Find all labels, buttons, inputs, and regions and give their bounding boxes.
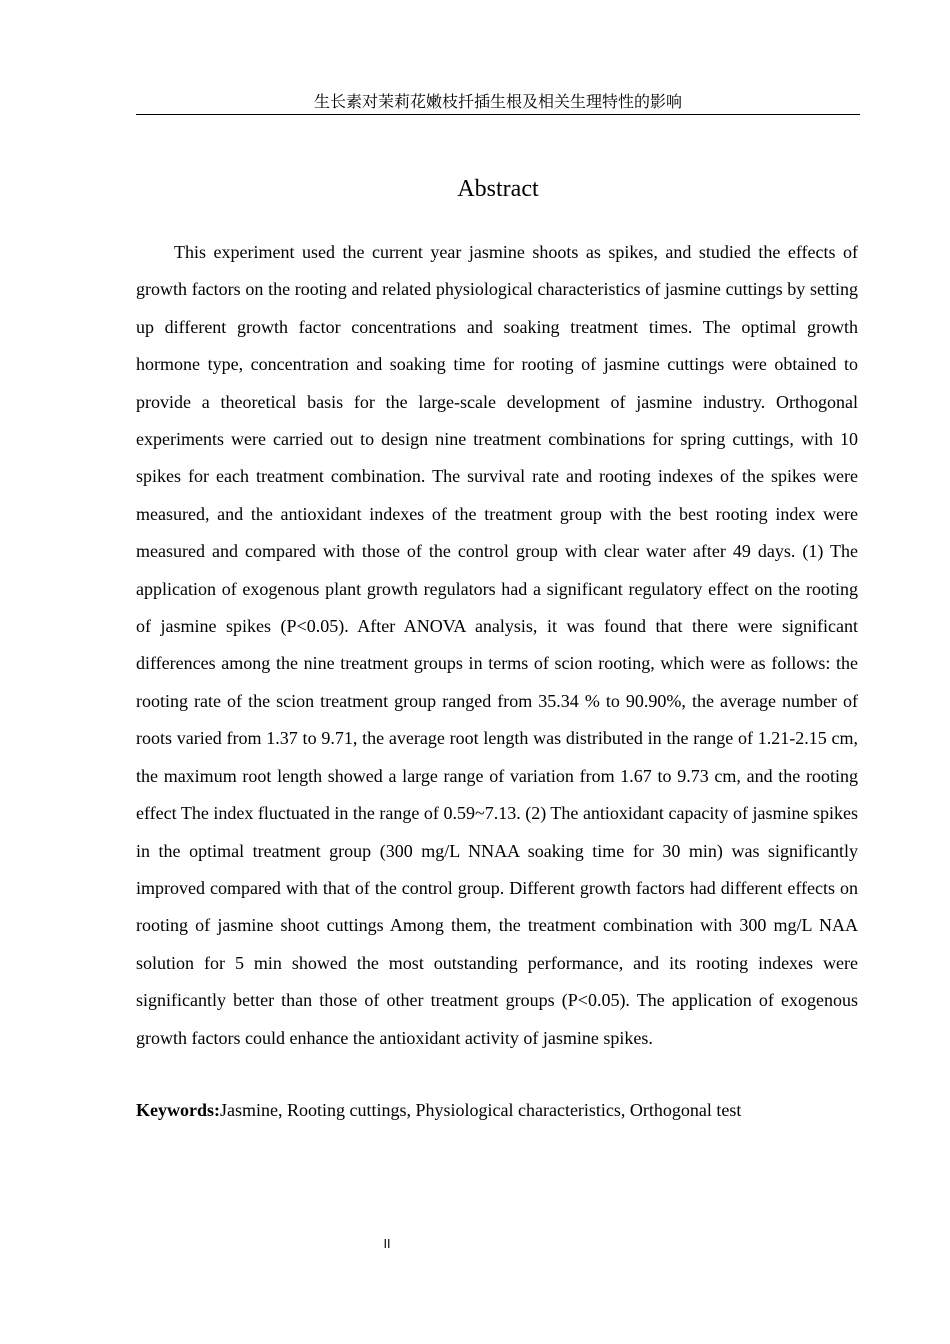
abstract-body: This experiment used the current year jasmine shoots as spikes, and studied the effects of growth factors on the rooting and related physiological characteristics of jasmine cuttings by setting up different growth factor concentrations and soaking treatment times. The optimal growth hormone type, concentration and soaking time for rooting of jasmine cuttings were obtained to provide a theoretical basis for the large-scale development of jasmine industry. Orthogonal experiments were carried out to design nine treatment combinations for spring cuttings, with 10 spikes for each treatment combination. The survival rate and rooting indexes of the spikes were measured, and the antioxidant indexes of the treatment group with the best rooting index were measured and compared with those of the control group with clear water after 49 days. (1) The application of exogenous plant growth regulators had a significant regulatory effect on the rooting of jasmine spikes (P<0.05). After ANOVA analysis, it was found that there were significant differences among the nine treatment groups in terms of scion rooting, which were as follows: the rooting rate of the scion treatment group ranged from 35.34 % to 90.90%, the average number of roots varied from 1.37 to 9.71, the average root length was distributed in the range of 1.21-2.15 cm, the maximum root length showed a large range of variation from 1.67 to 9.73 cm, and the rooting effect The index fluctuated in the range of 0.59~7.13. (2) The antioxidant capacity of jasmine spikes in the optimal treatment group (300 mg/L NNAA soaking time for 30 min) was significantly improved compared with that of the control group. Different growth factors had different effects on rooting of jasmine shoot cuttings Among them, the treatment combination with 300 mg/L NAA solution for 5 min showed the most outstanding performance, and its rooting indexes were significantly better than those of other treatment groups (P<0.05). The application of exogenous growth factors could enhance the antioxidant activity of jasmine spikes. [136, 242, 858, 1048]
page-number: II [383, 1237, 391, 1251]
keywords-text: Jasmine, Rooting cuttings, Physiological characteristics, Orthogonal test [220, 1100, 742, 1120]
running-header: 生长素对茉莉花嫩枝扦插生根及相关生理特性的影响 [136, 92, 860, 115]
keywords-line [136, 1096, 858, 1124]
abstract-heading: Abstract [457, 176, 539, 202]
keywords-label: Keywords: [136, 1100, 220, 1120]
